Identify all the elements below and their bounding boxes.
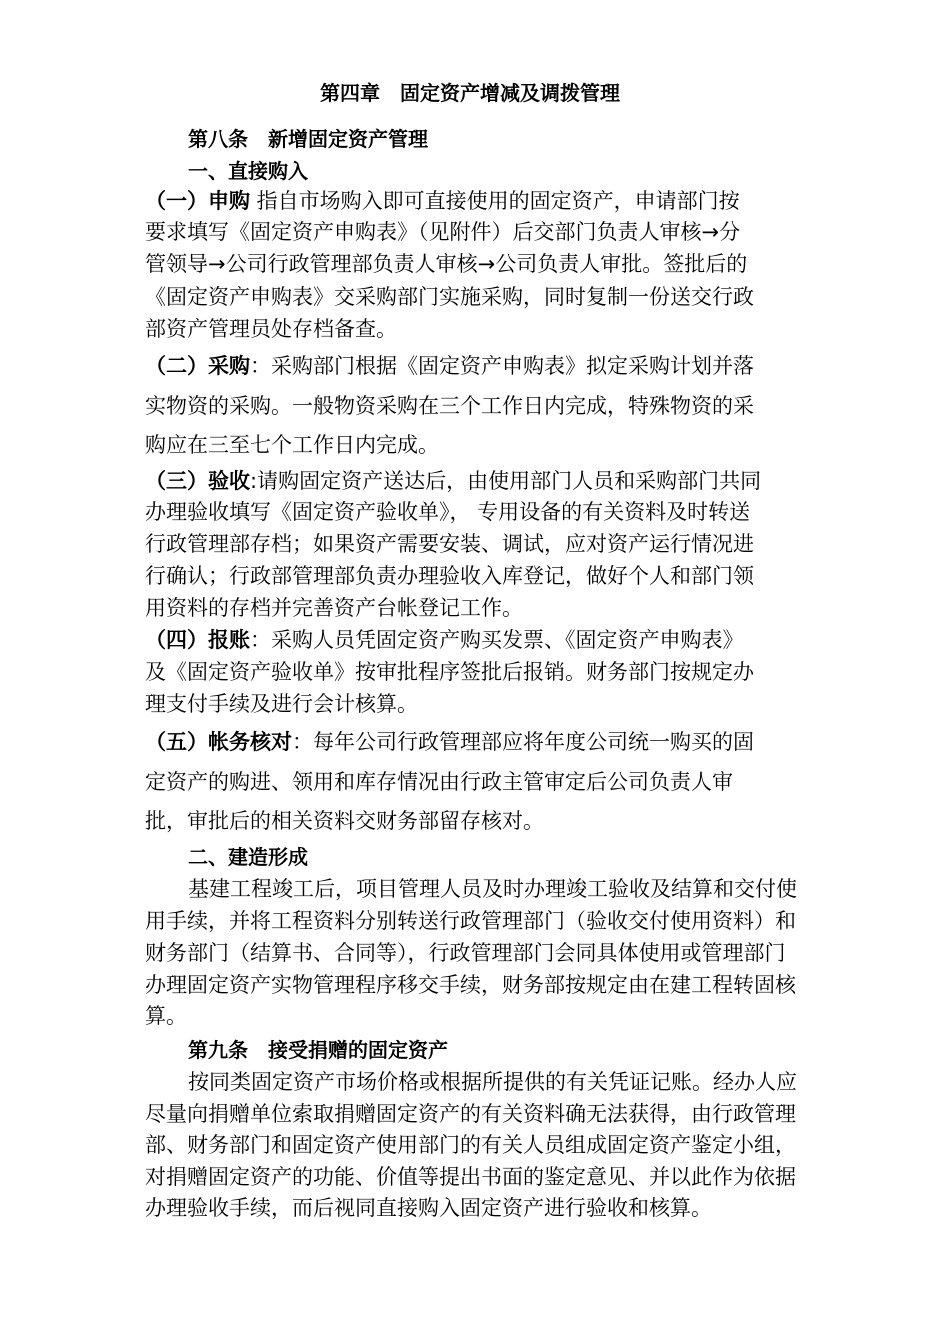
item-1-line-2: 要求填写《固定资产申购表》（见附件）后交部门负责人审核→分	[145, 220, 741, 244]
item-1-line-1	[145, 186, 950, 216]
item-4-text: ：采购人员凭固定资产购买发票、《固定资产申购表》	[250, 628, 744, 652]
subsection-2-line-1: 基建工程竣工后，项目管理人员及时办理竣工验收及结算和交付使	[188, 877, 797, 901]
item-3-line-2: 办理验收填写《固定资产验收单》， 专用设备的有关资料及时转送	[145, 500, 751, 524]
item-3-line-1	[145, 466, 950, 496]
item-1-line-4: 《固定资产申购表》交采购部门实施采购，同时复制一份送交行政	[145, 285, 754, 309]
item-1-line-3: 管领导→公司行政管理部负责人审核→公司负责人审批。签批后的	[145, 252, 748, 276]
item-3-line-5: 用资料的存档并完善资产台帐登记工作。	[145, 596, 523, 620]
subsection-2-line-4: 办理固定资产实物管理程序移交手续，财务部按规定由在建工程转固核	[145, 973, 796, 997]
subsection-2-line-3: 财务部门（结算书、合同等），行政管理部门会同具体使用或管理部门	[145, 941, 786, 965]
article-9-line-5: 办理验收手续，而后视同直接购入固定资产进行验收和核算。	[145, 1196, 712, 1220]
chapter-title: 第四章 固定资产增减及调拨管理	[320, 81, 620, 105]
item-2-line-3: 购应在三至七个工作日内完成。	[145, 433, 439, 457]
article-9-line-3: 部、财务部门和固定资产使用部门的有关人员组成固定资产鉴定小组，	[145, 1133, 796, 1157]
subsection-2-line-2: 用手续，并将工程资料分别转送行政管理部门（验收交付使用资料）和	[145, 909, 796, 933]
item-4-label: （四）报账	[145, 628, 250, 652]
item-4-line-1	[145, 625, 950, 655]
item-1-label: （一）申购	[145, 189, 250, 213]
item-3-label: （三）验收	[145, 469, 250, 493]
article-9-line-2: 尽量向捐赠单位索取捐赠固定资产的有关资料确无法获得，由行政管理	[145, 1102, 796, 1126]
item-2-line-1	[145, 351, 950, 381]
subsection-2-line-5: 算。	[145, 1004, 187, 1028]
item-3-text: :请购固定资产送达后，由使用部门人员和采购部门共同	[250, 469, 762, 493]
item-1-text: 指自市场购入即可直接使用的固定资产，申请部门按	[250, 189, 740, 213]
article-8-heading: 第八条 新增固定资产管理	[188, 127, 428, 151]
article-9-line-4: 对捐赠固定资产的功能、价值等提出书面的鉴定意见、并以此作为依据	[145, 1165, 796, 1189]
article-9-heading: 第九条 接受捐赠的固定资产	[188, 1038, 448, 1062]
item-3-line-3: 行政管理部存档；如果资产需要安装、调试，应对资产运行情况进	[145, 532, 754, 556]
item-4-line-3: 理支付手续及进行会计核算。	[145, 692, 418, 716]
item-5-text: ：每年公司行政管理部应将年度公司统一购买的固	[292, 730, 754, 754]
subsection-2-heading: 二、建造形成	[188, 845, 308, 869]
item-5-line-3: 批，审批后的相关资料交财务部留存核对。	[145, 809, 544, 833]
item-4-line-2: 及《固定资产验收单》按审批程序签批后报销。财务部门按规定办	[145, 660, 754, 684]
item-2-label: （二）采购	[145, 354, 250, 378]
subsection-1-heading: 一、直接购入	[188, 159, 308, 183]
item-2-text: ：采购部门根据《固定资产申购表》拟定采购计划并落	[250, 354, 754, 378]
item-5-label: （五）帐务核对	[145, 730, 292, 754]
item-5-line-2: 定资产的购进、领用和库存情况由行政主管审定后公司负责人审	[145, 770, 733, 794]
item-3-line-4: 行确认；行政部管理部负责办理验收入库登记，做好个人和部门领	[145, 564, 754, 588]
item-1-line-5: 部资产管理员处存档备查。	[145, 317, 397, 341]
item-5-line-1	[145, 727, 950, 757]
article-9-line-1: 按同类固定资产市场价格或根据所提供的有关凭证记账。经办人应	[188, 1070, 797, 1094]
item-2-line-2: 实物资的采购。一般物资采购在三个工作日内完成，特殊物资的采	[145, 394, 754, 418]
